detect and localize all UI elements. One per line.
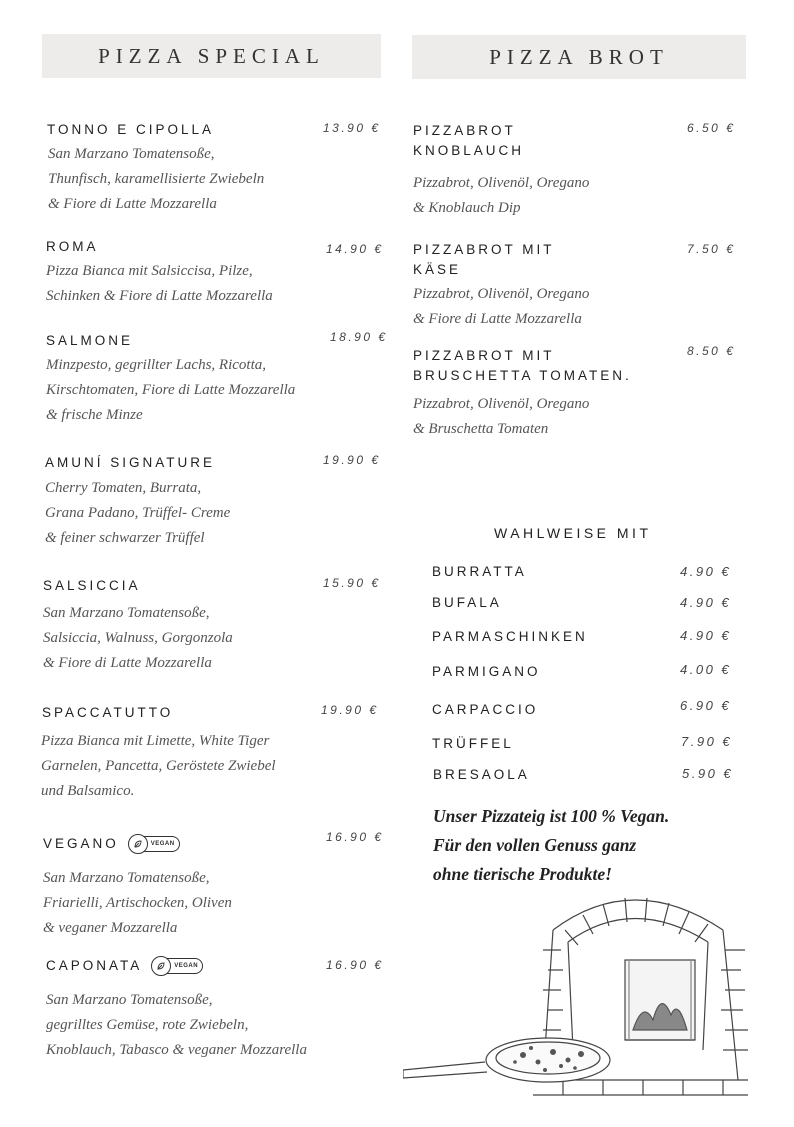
- extra-price: 4.90 €: [680, 564, 732, 579]
- item-price: 8.50 €: [687, 344, 736, 358]
- item-price: 7.50 €: [687, 242, 736, 256]
- menu-item-caponata: [46, 956, 203, 976]
- item-name: TONNO E CIPOLLA: [47, 122, 215, 137]
- menu-item-vegano: [43, 834, 180, 854]
- item-price: 16.90 €: [326, 830, 384, 844]
- menu-item-roma: [46, 237, 99, 257]
- header-title-brot: PIZZA BROT: [489, 44, 669, 69]
- vegan-badge: [152, 958, 203, 974]
- extra-price: 4.90 €: [680, 628, 732, 643]
- leaf-icon: [151, 956, 171, 976]
- item-price: 18.90 €: [330, 330, 388, 344]
- extra-name: BRESAOLA: [433, 767, 530, 782]
- menu-item-spaccatutto: [42, 703, 173, 723]
- menu-item-salsiccia: [43, 576, 141, 596]
- item-name: PIZZABROT MIT: [413, 348, 555, 363]
- item-description: San Marzano Tomatensoße, Thunfisch, karamellisierte Zwiebeln & Fiore di Latte Mozzarella: [48, 146, 265, 212]
- item-description: Pizzabrot, Olivenöl, Oregano & Bruschetta Tomaten: [413, 396, 590, 437]
- leaf-icon: [128, 834, 148, 854]
- extra-price: 6.90 €: [680, 698, 732, 713]
- header-pizza-special: [42, 34, 381, 78]
- extra-name: BURRATTA: [432, 564, 527, 579]
- item-description: Minzpesto, gegrillter Lachs, Ricotta, Kirschtomaten, Fiore di Latte Mozzarella & frische Minze: [46, 357, 296, 423]
- item-price: 13.90 €: [323, 121, 381, 135]
- menu-item-amuni-signature: [45, 453, 215, 473]
- vegan-badge: [129, 836, 180, 852]
- item-name: PIZZABROT: [413, 123, 516, 138]
- menu-item-pizzabrot-mit-kaese: [413, 240, 555, 280]
- menu-item-pizzabrot-knoblauch: [413, 121, 524, 161]
- item-name: PIZZABROT MIT: [413, 242, 555, 257]
- item-name: SALSICCIA: [43, 578, 141, 593]
- item-description: Pizzabrot, Olivenöl, Oregano & Knoblauch Dip: [413, 175, 590, 216]
- item-price: 15.90 €: [323, 576, 381, 590]
- item-name: AMUNÍ SIGNATURE: [45, 455, 216, 470]
- item-description: Pizzabrot, Olivenöl, Oregano & Fiore di Latte Mozzarella: [413, 286, 590, 327]
- extra-name: PARMIGANO: [432, 664, 541, 679]
- extra-name: BUFALA: [432, 595, 502, 610]
- item-description: Pizza Bianca mit Limette, White Tiger Garnelen, Pancetta, Geröstete Zwiebel und Balsamico.: [41, 733, 276, 799]
- item-description: San Marzano Tomatensoße, gegrilltes Gemüse, rote Zwiebeln, Knoblauch, Tabasco & veganer Mozzarella: [46, 992, 307, 1058]
- item-name: KÄSE: [413, 262, 462, 277]
- item-description: San Marzano Tomatensoße, Friarielli, Artischocken, Oliven & veganer Mozzarella: [43, 870, 232, 936]
- extra-name: TRÜFFEL: [432, 736, 514, 751]
- menu-item-pizzabrot-mit-bruschetta: [413, 346, 632, 386]
- extra-price: 4.00 €: [680, 662, 732, 677]
- item-price: 14.90 €: [326, 242, 384, 256]
- item-name: SPACCATUTTO: [42, 705, 174, 720]
- item-name: VEGANO: [43, 836, 119, 851]
- wahlweise-title: WAHLWEISE MIT: [494, 525, 652, 541]
- extra-price: 7.90 €: [681, 734, 733, 749]
- vegan-dough-note: Unser Pizzateig ist 100 % Vegan. Für den vollen Genuss ganz ohne tierische Produkte!: [433, 806, 670, 884]
- item-price: 6.50 €: [687, 121, 736, 135]
- item-price: 16.90 €: [326, 958, 384, 972]
- item-price: 19.90 €: [323, 453, 381, 467]
- item-description: Cherry Tomaten, Burrata, Grana Padano, Trüffel- Creme & feiner schwarzer Trüffel: [45, 480, 231, 546]
- item-name: KNOBLAUCH: [413, 143, 525, 158]
- header-pizza-brot: [412, 35, 746, 79]
- pizza-oven-icon: [403, 890, 755, 1122]
- item-name: BRUSCHETTA TOMATEN.: [413, 368, 632, 383]
- vegan-badge-label: VEGAN: [174, 963, 199, 969]
- header-title-special: PIZZA SPECIAL: [98, 43, 325, 68]
- item-description: San Marzano Tomatensoße, Salsiccia, Walnuss, Gorgonzola & Fiore di Latte Mozzarella: [43, 605, 233, 671]
- menu-item-tonno-e-cipolla: [47, 120, 214, 140]
- item-name: SALMONE: [46, 333, 134, 348]
- item-name: CAPONATA: [46, 958, 143, 973]
- extra-name: PARMASCHINKEN: [432, 629, 588, 644]
- extra-price: 4.90 €: [680, 595, 732, 610]
- extra-price: 5.90 €: [682, 766, 734, 781]
- item-price: 19.90 €: [321, 703, 379, 717]
- extra-name: CARPACCIO: [432, 702, 539, 717]
- item-name: ROMA: [46, 239, 99, 254]
- menu-item-salmone: [46, 331, 133, 351]
- vegan-badge-label: VEGAN: [150, 841, 175, 847]
- item-description: Pizza Bianca mit Salsiccisa, Pilze, Schinken & Fiore di Latte Mozzarella: [46, 263, 273, 304]
